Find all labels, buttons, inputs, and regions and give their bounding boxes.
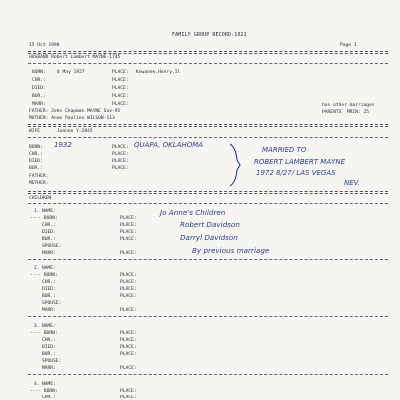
handwritten-children-note-3: Darryl Davidson [180, 233, 238, 242]
husband-died-place-label: PLACE: [112, 86, 129, 91]
child-2-died-place-label: PLACE: [120, 287, 137, 292]
husband-born-place-label: PLACE: [112, 70, 129, 75]
child-2-marr-place-label: PLACE: [120, 308, 137, 313]
other-marriages-note: has other marriages [322, 103, 375, 108]
husband-heading: HUSBAND Robert Lambert MAYNE-1745 [29, 55, 121, 60]
header-divider [28, 51, 388, 52]
child-1-divider [28, 259, 388, 260]
handwritten-wife-born-place: QUAPA, OKLAHOMA [134, 141, 204, 149]
child-3-died-label: DIED: [42, 345, 56, 350]
wife-bur-label: BUR.: [29, 166, 43, 171]
child-2-bur-label: BUR.: [42, 294, 56, 299]
child-4-number: 4. [34, 382, 40, 387]
husband-divider [28, 63, 388, 64]
wife-died-label: DIED: [29, 159, 43, 164]
child-4-born-label: ---- BORN: [30, 389, 58, 394]
child-1-chr-place-label: PLACE: [120, 223, 137, 228]
child-3-marr-label: MARR: [42, 366, 56, 371]
child-3-name-label: NAME: [42, 324, 56, 329]
record-date: 15 Oct 1990 [29, 43, 60, 48]
handwritten-married-to-2: ROBERT LAMBERT MAYNE [254, 158, 346, 166]
husband-bur-label: BUR.: [32, 94, 46, 99]
handwritten-children-note-2: Robert Davidson [180, 220, 240, 229]
child-2-chr-place-label: PLACE: [120, 280, 137, 285]
child-4-born-place-label: PLACE: [120, 389, 137, 394]
husband-bur-place-label: PLACE: [112, 94, 129, 99]
wife-chr-place-label: PLACE: [112, 152, 129, 157]
child-4-name-label: NAME: [42, 382, 56, 387]
child-1-born-label: ---- BORN: [30, 216, 58, 221]
child-3-chr-label: CHR.: [42, 338, 56, 343]
parents-mrin: PARENTS' MRIN: 25 [322, 110, 370, 115]
child-4-chr-place-label: PLACE: [120, 395, 137, 400]
wife-end-divider [28, 191, 388, 192]
child-2-marr-label: MARR: [42, 308, 56, 313]
handwritten-bracket-icon [228, 142, 242, 188]
wife-divider [28, 137, 388, 138]
handwritten-children-note-1: Jo Anne's Children [160, 208, 226, 217]
husband-father: FATHER: John Chapman MAYNE Sov-95 [29, 109, 121, 114]
handwritten-married-to-3: 1972 8/27/ LAS VEGAS [256, 169, 336, 177]
child-3-bur-label: BUR.: [42, 352, 56, 357]
wife-father: FATHER: [29, 174, 49, 179]
husband-born-date: 8 May 1927 [57, 70, 85, 75]
child-2-born-label: ---- BORN: [30, 273, 58, 278]
wife-born-label: BORN: [29, 145, 43, 150]
child-3-divider [28, 374, 388, 375]
handwritten-children-note-4: By previous marriage [192, 246, 270, 255]
wife-bur-place-label: PLACE: [112, 166, 129, 171]
child-3-born-place-label: PLACE: [120, 331, 137, 336]
child-1-marr-place-label: PLACE: [120, 251, 137, 256]
child-1-bur-label: BUR.: [42, 237, 56, 242]
page-number: Page 1 [340, 43, 357, 48]
husband-marr-label: MARR: [32, 102, 46, 107]
wife-died-place-label: PLACE: [112, 159, 129, 164]
children-heading: CHILDREN [29, 196, 52, 201]
husband-end-divider [28, 124, 388, 125]
child-2-bur-place-label: PLACE: [120, 294, 137, 299]
husband-chr-label: CHR.: [32, 78, 46, 83]
wife-mother: MOTHER: [29, 181, 49, 186]
child-3-bur-place-label: PLACE: [120, 352, 137, 357]
husband-chr-place-label: PLACE: [112, 78, 129, 83]
child-1-bur-place-label: PLACE: [120, 237, 137, 242]
husband-mother: MOTHER: Anne Pauline WILSON-113 [29, 116, 115, 121]
child-1-born-place-label: PLACE: [120, 216, 137, 221]
child-2-divider [28, 316, 388, 317]
handwritten-married-to-4: NEV. [344, 179, 360, 187]
child-3-born-label: ---- BORN: [30, 331, 58, 336]
child-2-name-label: NAME: [42, 266, 56, 271]
husband-born-label: BORN: [32, 70, 46, 75]
child-1-died-place-label: PLACE: [120, 230, 137, 235]
handwritten-married-to-1: MARRIED TO [262, 146, 307, 154]
child-3-number: 3. [34, 324, 40, 329]
wife-heading: WIFE Joanne Y-2845 [29, 129, 93, 134]
child-1-number: 1. [34, 209, 40, 214]
husband-died-label: DIED: [32, 86, 46, 91]
child-1-died-label: DIED: [42, 230, 56, 235]
child-2-spouse-label: SPOUSE: [42, 301, 62, 306]
child-1-chr-label: CHR.: [42, 223, 56, 228]
handwritten-wife-born-year: 1932 [54, 141, 72, 149]
child-2-number: 2. [34, 266, 40, 271]
child-2-died-label: DIED: [42, 287, 56, 292]
child-1-name-label: NAME: [42, 209, 56, 214]
child-1-marr-label: MARR: [42, 251, 56, 256]
husband-born-place: Kewanee,Henry,Il [136, 70, 181, 75]
child-2-born-place-label: PLACE: [120, 273, 137, 278]
child-4-chr-label: CHR.: [42, 395, 56, 400]
wife-chr-label: CHR.: [29, 152, 43, 157]
children-divider [28, 203, 388, 204]
child-2-chr-label: CHR.: [42, 280, 56, 285]
child-3-marr-place-label: PLACE: [120, 366, 137, 371]
child-3-died-place-label: PLACE: [120, 345, 137, 350]
wife-born-place-label: PLACE: [112, 145, 129, 150]
record-title: FAMILY GROUP RECORD-1021 [172, 32, 247, 38]
child-1-spouse-label: SPOUSE: [42, 244, 62, 249]
husband-marr-place-label: PLACE: [112, 102, 129, 107]
child-3-chr-place-label: PLACE: [120, 338, 137, 343]
child-3-spouse-label: SPOUSE: [42, 359, 62, 364]
